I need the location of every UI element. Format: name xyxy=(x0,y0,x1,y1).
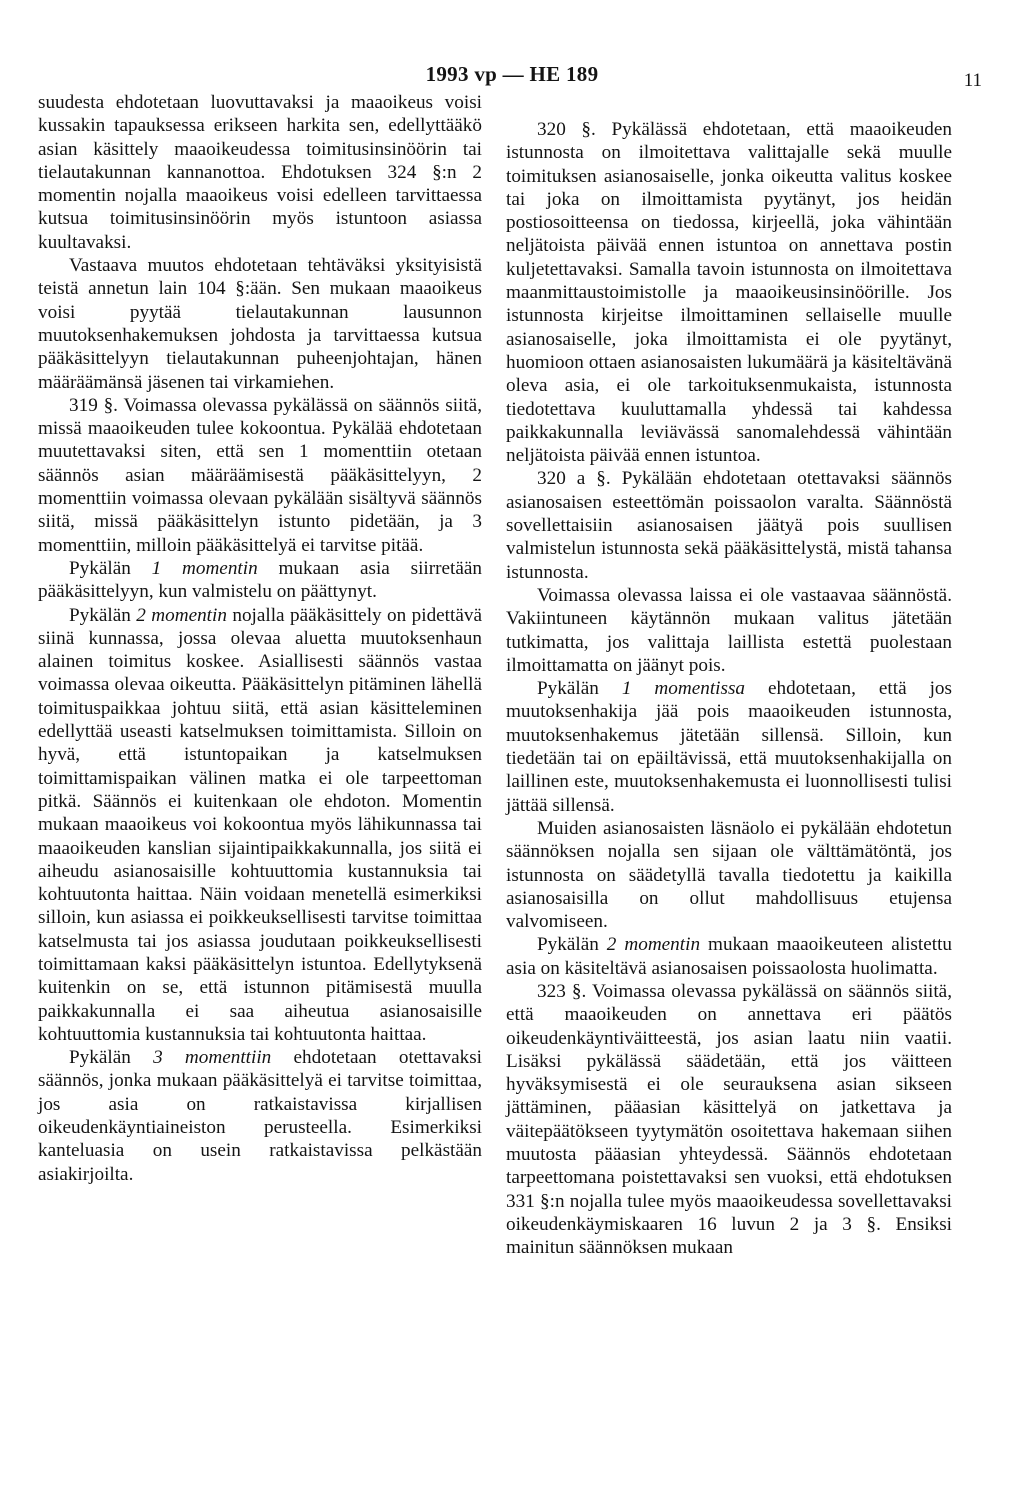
paragraph-text: ehdotetaan, että jos muutoksenhakija jää pois maaoikeuden istunnosta, muutoksenhakemus jätetään sillensä. Silloin, kun tiedetään tai on epäiltävissä, että muutoksenhakijalla on laillinen este, muutoksenhakemusta ei luonnollisesti tulisi jättää sillensä. xyxy=(506,678,952,816)
paragraph-text: Pykälän xyxy=(69,604,137,626)
page-number: 11 xyxy=(963,70,982,91)
paragraph: 320 a §. Pykälään ehdotetaan otettavaksi säännös asianosaisen esteettömän poissaolon varalta. Säännöstä sovellettaisiin asianosaisen jäätyä pois suullisen valmistelun istunnosta sekä pääkäsittelystä, mistä tahansa istunnosta. xyxy=(506,468,952,583)
left-column xyxy=(38,91,482,1186)
paragraph: 323 §. Voimassa olevassa pykälässä on säännös siitä, että maaoikeuden on annettava eri päätös oikeudenkäyntiväitteestä, jos asian laatu niin vaatii. Lisäksi pykälässä säädetään, että jos väitteen hyväksymisestä ei ole seurauksena asian sikseen jättäminen, pääasian käsittelyä on jatkettava ja väitepäätökseen tyytymätön osoitettava hakemaan siihen muutosta pääasian yhteydessä. Säännös ehdotetaan tarpeettomana poistettavaksi sen vuoksi, että ehdotuksen 331 §:n nojalla tulee myös maaoikeudessa sovellettavaksi oikeudenkäymiskaaren 16 luvun 2 ja 3 §. Ensiksi mainitun säännöksen mukaan xyxy=(506,980,952,1259)
paragraph: suudesta ehdotetaan luovuttavaksi ja maaoikeus voisi kussakin tapauksessa erikseen harkita sen, edellyttääkö asian käsittely maaoikeudessa toimitusinsinöörin tai tielautakunnan kannanottoa. Ehdotuksen 324 §:n 2 momentin nojalla maaoikeus voisi edelleen tarvittaessa kutsua toimitusinsinöörin myös istuntoon asiassa kuultavaksi. xyxy=(38,92,482,253)
paragraph xyxy=(38,1046,482,1186)
paragraph-text: nojalla pääkäsittely on pidettävä siinä kunnassa, jossa olevaa aluetta muutoksenhaun alainen toimitus koskee. Asiallisesti säännös vastaa voimassa olevaa oikeutta. Pääkäsittelyn pitäminen lähellä toimituspaikkaa johtuu siitä, että asian käsitteleminen edellyttää useasti katselmuksen toimittamista. Silloin on hyvä, että istuntopaikan ja katselmuksen toimittamispaikan välinen matka ei ole tarpeettoman pitkä. Säännös ei kuitenkaan ole ehdoton. Momentin mukaan maaoikeus voi kokoontua myös lähikunnassa tai maaoikeuden kanslian sijaintipaikkakunnalla, jos siitä ei aiheudu asianosaisille kohtuuttomia kustannuksia tai kohtuutonta haittaa. Näin voidaan menetellä esimerkiksi silloin, kun asiassa ei poikkeuksellisesti tarvitse toimittaa katselmusta tai jos asiassa joudutaan poikkeuksellisesti toimittamaan kaksi pääkäsittelyn istuntoa. Edellytyksenä kuitenkin on se, että istunnon pitämisestä muulla paikkakunnalla ei saa aiheutua asianosaisille kohtuuttomia kustannuksia tai kohtuutonta haittaa. xyxy=(38,604,482,1045)
paragraph-text: mukaan maaoikeuteen alistettu asia on käsiteltävä asianosaisen poissaolosta huolimatta. xyxy=(506,934,952,979)
running-head: 1993 vp — HE 189 xyxy=(425,62,599,86)
paragraph xyxy=(506,933,952,980)
paragraph-text: Pykälän xyxy=(537,934,607,956)
paragraph-text: ehdotetaan otettavaksi säännös, jonka mukaan pääkäsittelyä ei tarvitse toimittaa, jos asia on ratkaistavissa kirjallisen oikeudenkäyntiaineiston perusteella. Esimerkiksi kanteluasia on usein ratkaistavissa pelkästään asiakirjoilta. xyxy=(38,1047,482,1185)
emphasis-text: 1 momentin xyxy=(151,557,258,579)
paragraph xyxy=(506,677,952,817)
paragraph-text: Pykälän xyxy=(69,1047,154,1069)
emphasis-text: 2 momentin xyxy=(136,604,227,626)
paragraph xyxy=(38,557,482,604)
paragraph-text: Pykälän xyxy=(69,557,152,579)
paragraph: 320 §. Pykälässä ehdotetaan, että maaoikeuden istunnosta on ilmoitettava valittajalle sekä muulle toimituksen asianosaiselle, jonka oikeutta valitus koskee tai joka on ilmoittamista pyytänyt, jos heidän postiosoitteensa on tiedossa, kirjeellä, joka vähintään neljätoista päivää ennen istuntoa on annettava postin kuljetettavaksi. Samalla tavoin istunnosta on ilmoitettava maanmittaustoimistolle ja maaoikeusinsinöörille. Jos istunnosta kirjeitse ilmoittaminen sellaiselle muulle asianosaiselle, joka ilmoittamista ei ole pyytänyt, huomioon ottaen asianosaisten lukumäärä ja käsiteltävänä oleva asia, ei ole tarkoituksenmukaista, istunnosta tiedotettava kuuluttamalla yhdessä tai kahdessa paikkakunnalla leviävässä sanomalehdessä vähintään neljätoista päivää ennen istuntoa. xyxy=(506,119,952,467)
emphasis-text: 3 momenttiin xyxy=(153,1047,272,1069)
paragraph xyxy=(38,604,482,1047)
emphasis-text: 1 momentissa xyxy=(621,678,746,700)
paragraph-text: Pykälän xyxy=(537,678,622,700)
paragraph: Voimassa olevassa laissa ei ole vastaavaa säännöstä. Vakiintuneen käytännön mukaan valitus jätetään tutkimatta, jos valittaja laillista estettä puolestaan ilmoittamatta on jäänyt pois. xyxy=(506,584,952,676)
paragraph: Vastaava muutos ehdotetaan tehtäväksi yksityisistä teistä annetun lain 104 §:ään. Sen mukaan maaoikeus voisi pyytää tielautakunnan lausunnon muutoksenhakemuksen johdosta ja tarvittaessa kutsua pääkäsittelyyn tielautakunnan puheenjohtajan, hänen määräämänsä jäsenen tai virkamiehen. xyxy=(38,255,482,393)
emphasis-text: 2 momentin xyxy=(606,934,701,956)
paragraph: 319 §. Voimassa olevassa pykälässä on säännös siitä, missä maaoikeuden tulee kokoontua. Pykälää ehdotetaan muutettavaksi siten, että sen 1 momenttiin otetaan säännös asian määräämisestä pääkäsittelyyn, 2 momenttiin voimassa olevaan pykälään sisältyvä säännös siitä, missä pääkäsittelyn istunto pidetään, ja 3 momenttiin, milloin pääkäsittelyä ei tarvitse pitää. xyxy=(38,394,482,556)
right-column xyxy=(506,118,952,1260)
paragraph: Muiden asianosaisten läsnäolo ei pykälään ehdotetun säännöksen nojalla sen sijaan ole välttämätöntä, jos istunnosta on säädetyllä tavalla tiedotettu ja kaikilla asianosaisilla on ollut mahdollisuus etujensa valvomiseen. xyxy=(506,817,952,933)
paragraph-text: mukaan asia siirretään pääkäsittelyyn, kun valmistelu on päättynyt. xyxy=(38,557,482,603)
